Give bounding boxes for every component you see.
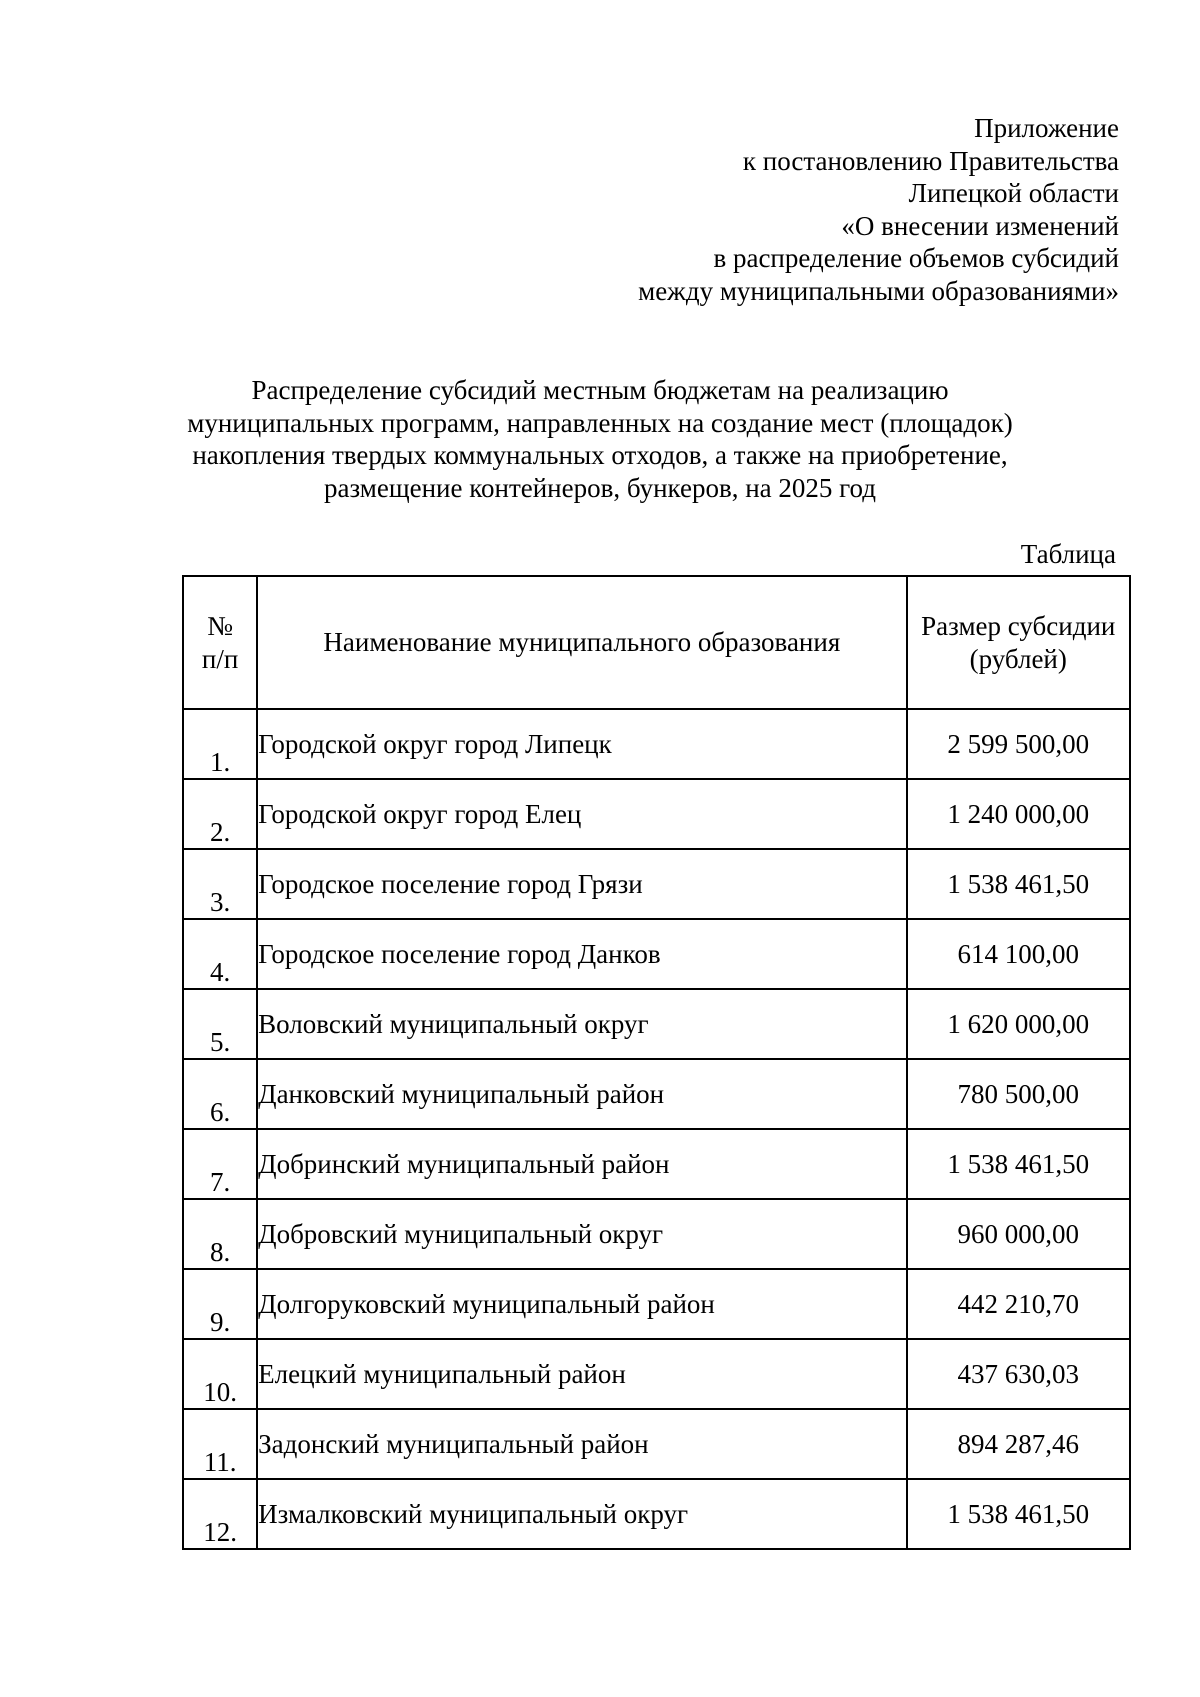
title-line: муниципальных программ, направленных на создание мест (площадок): [187, 407, 1013, 438]
title-line: размещение контейнеров, бункеров, на 2025 год: [324, 472, 876, 503]
title-line: Распределение субсидий местным бюджетам на реализацию: [251, 375, 949, 405]
row-number: 2.: [183, 779, 257, 849]
subsidy-amount: 614 100,00: [907, 919, 1130, 989]
header-num-line1: №: [207, 610, 233, 641]
table-row: [183, 849, 1130, 919]
appendix-line: «О внесении изменений: [841, 210, 1119, 241]
municipality-name: Добровский муниципальный округ: [257, 1199, 906, 1269]
header-name: Наименование муниципального образования: [257, 576, 906, 709]
appendix-line: в распределение объемов субсидий: [713, 243, 1119, 273]
table-row: [183, 1339, 1130, 1409]
row-number: 11.: [183, 1409, 257, 1479]
header-amount-line1: Размер субсидии: [921, 610, 1116, 641]
subsidy-amount: 894 287,46: [907, 1409, 1130, 1479]
row-number: 3.: [183, 849, 257, 919]
table-row: [183, 709, 1130, 779]
row-number: 5.: [183, 989, 257, 1059]
municipality-name: Елецкий муниципальный район: [257, 1339, 906, 1409]
municipality-name: Городское поселение город Грязи: [257, 849, 906, 919]
subsidy-table: [182, 575, 1131, 1550]
header-amount: [907, 576, 1130, 709]
municipality-name: Городской округ город Елец: [257, 779, 906, 849]
subsidy-amount: 1 620 000,00: [907, 989, 1130, 1059]
title-line: накопления твердых коммунальных отходов, а также на приобретение,: [192, 440, 1008, 470]
municipality-name: Городское поселение город Данков: [257, 919, 906, 989]
subsidy-amount: 1 538 461,50: [907, 849, 1130, 919]
row-number: 1.: [183, 709, 257, 779]
subsidy-amount: 1 240 000,00: [907, 779, 1130, 849]
row-number: 7.: [183, 1129, 257, 1199]
table-row: [183, 989, 1130, 1059]
row-number: 10.: [183, 1339, 257, 1409]
appendix-header: [638, 112, 1119, 307]
municipality-name: Данковский муниципальный район: [257, 1059, 906, 1129]
header-num: [183, 576, 257, 709]
table-row: [183, 1479, 1130, 1549]
table-row: [183, 1199, 1130, 1269]
subsidy-amount: 960 000,00: [907, 1199, 1130, 1269]
row-number: 6.: [183, 1059, 257, 1129]
row-number: 9.: [183, 1269, 257, 1339]
municipality-name: Долгоруковский муниципальный район: [257, 1269, 906, 1339]
subsidy-amount: 1 538 461,50: [907, 1129, 1130, 1199]
row-number: 12.: [183, 1479, 257, 1549]
table-row: [183, 1129, 1130, 1199]
table-caption: Таблица: [1020, 539, 1116, 569]
table-header-row: [183, 576, 1130, 709]
municipality-name: Задонский муниципальный район: [257, 1409, 906, 1479]
subsidy-amount: 2 599 500,00: [907, 709, 1130, 779]
table-row: [183, 919, 1130, 989]
subsidy-amount: 442 210,70: [907, 1269, 1130, 1339]
subsidy-amount: 1 538 461,50: [907, 1479, 1130, 1549]
municipality-name: Измалковский муниципальный округ: [257, 1479, 906, 1549]
municipality-name: Городской округ город Липецк: [257, 709, 906, 779]
table-row: [183, 1059, 1130, 1129]
appendix-line: между муниципальными образованиями»: [638, 275, 1119, 306]
header-amount-line2: (рублей): [969, 643, 1067, 674]
appendix-line: к постановлению Правительства: [742, 145, 1119, 176]
row-number: 4.: [183, 919, 257, 989]
subsidy-amount: 437 630,03: [907, 1339, 1130, 1409]
row-number: 8.: [183, 1199, 257, 1269]
municipality-name: Добринский муниципальный район: [257, 1129, 906, 1199]
appendix-line: Приложение: [974, 113, 1119, 143]
subsidy-amount: 780 500,00: [907, 1059, 1130, 1129]
table-row: [183, 779, 1130, 849]
table-row: [183, 1409, 1130, 1479]
header-num-line2: п/п: [201, 643, 239, 674]
document-title: [150, 374, 1050, 504]
table-row: [183, 1269, 1130, 1339]
municipality-name: Воловский муниципальный округ: [257, 989, 906, 1059]
appendix-line: Липецкой области: [908, 178, 1119, 208]
